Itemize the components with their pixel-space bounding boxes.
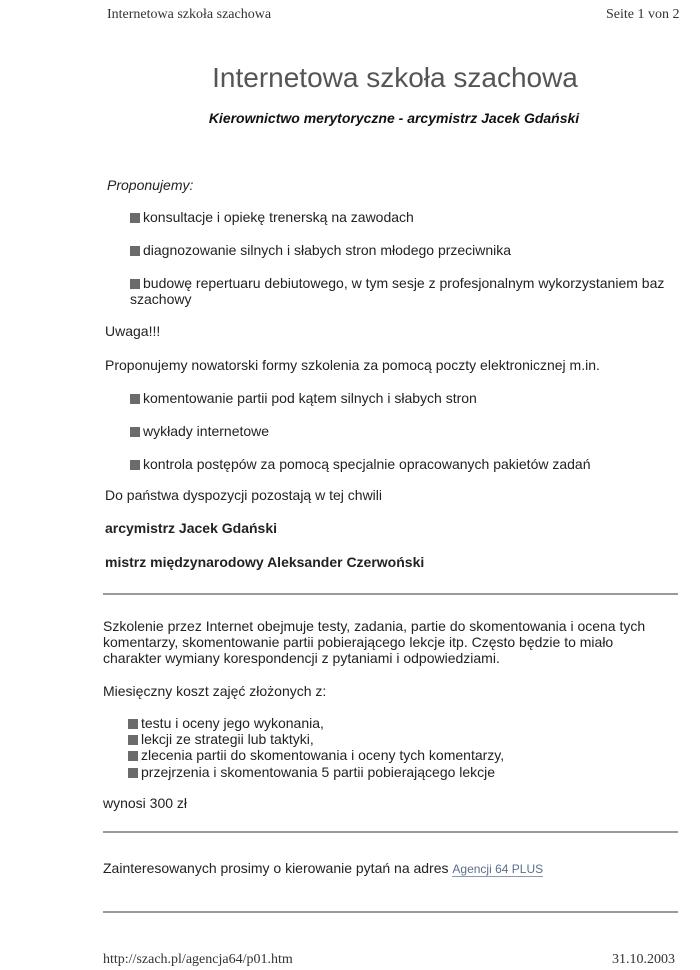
print-header-page: Seite 1 von 2 xyxy=(606,7,680,22)
bullet-icon xyxy=(130,394,140,404)
cost-total: wynosi 300 zł xyxy=(103,795,188,811)
print-footer-date: 31.10.2003 xyxy=(612,952,675,967)
bullet-icon xyxy=(130,213,140,223)
training-description-line: Szkolenie przez Internet obejmuje testy, zadania, partie do skomentowania i ocena tych xyxy=(103,618,646,634)
cost-item: zlecenia partii do skomentowania i oceny tych komentarzy, xyxy=(128,747,504,763)
bullet-icon xyxy=(128,719,138,729)
bullet-icon xyxy=(130,460,140,470)
bullet-icon xyxy=(128,735,138,745)
training-description-line: komentarzy, skomentowanie partii pobierającego lekcje itp. Często będzie to miało xyxy=(103,634,614,650)
training-description-line: charakter wymiany korespondencji z pytaniami i odpowiedziami. xyxy=(103,650,500,666)
offer-item: diagnozowanie silnych i słabych stron młodego przeciwnika xyxy=(130,242,511,258)
bullet-icon xyxy=(130,246,140,256)
trainer-name: mistrz międzynarodowy Aleksander Czerwoński xyxy=(105,554,425,570)
page-title: Internetowa szkoła szachowa xyxy=(212,62,578,93)
trainer-name: arcymistrz Jacek Gdański xyxy=(105,520,277,536)
divider xyxy=(103,831,678,833)
page-subtitle: Kierownictwo merytoryczne - arcymistrz Jacek Gdański xyxy=(208,110,580,126)
proposal-text: Proponujemy nowatorski formy szkolenia za pomocą poczty elektronicznej m.in. xyxy=(105,357,600,373)
bullet-icon xyxy=(130,279,140,289)
print-footer-url: http://szach.pl/agencja64/p01.htm xyxy=(103,952,293,967)
cost-item: testu i oceny jego wykonania, xyxy=(128,715,324,731)
offer-heading: Proponujemy: xyxy=(107,177,194,193)
divider xyxy=(103,911,678,913)
contact-line xyxy=(103,860,543,876)
bullet-icon xyxy=(130,427,140,437)
offer-item-continuation: szachowy xyxy=(130,291,192,307)
note: Uwaga!!! xyxy=(105,323,161,339)
contact-text: Zainteresowanych prosimy o kierowanie pytań na adres xyxy=(103,860,449,876)
bullet-icon xyxy=(128,751,138,761)
availability-text: Do państwa dyspozycji pozostają w tej chwili xyxy=(105,487,383,503)
agency-link[interactable]: Agencji 64 PLUS xyxy=(452,862,544,876)
offer-item: budowę repertuaru debiutowego, w tym sesje z profesjonalnym wykorzystaniem baz xyxy=(130,275,664,291)
offer-item: konsultacje i opiekę trenerską na zawodach xyxy=(130,209,414,225)
email-item: kontrola postępów za pomocą specjalnie opracowanych pakietów zadań xyxy=(130,456,591,472)
email-item: wykłady internetowe xyxy=(130,423,269,439)
divider xyxy=(103,593,678,595)
cost-heading: Miesięczny koszt zajęć złożonych z: xyxy=(103,683,327,699)
print-header-title: Internetowa szkoła szachowa xyxy=(107,7,272,22)
email-item: komentowanie partii pod kątem silnych i słabych stron xyxy=(130,390,477,406)
bullet-icon xyxy=(128,768,138,778)
cost-item: przejrzenia i skomentowania 5 partii pobierającego lekcje xyxy=(128,764,495,780)
cost-item: lekcji ze strategii lub taktyki, xyxy=(128,731,314,747)
